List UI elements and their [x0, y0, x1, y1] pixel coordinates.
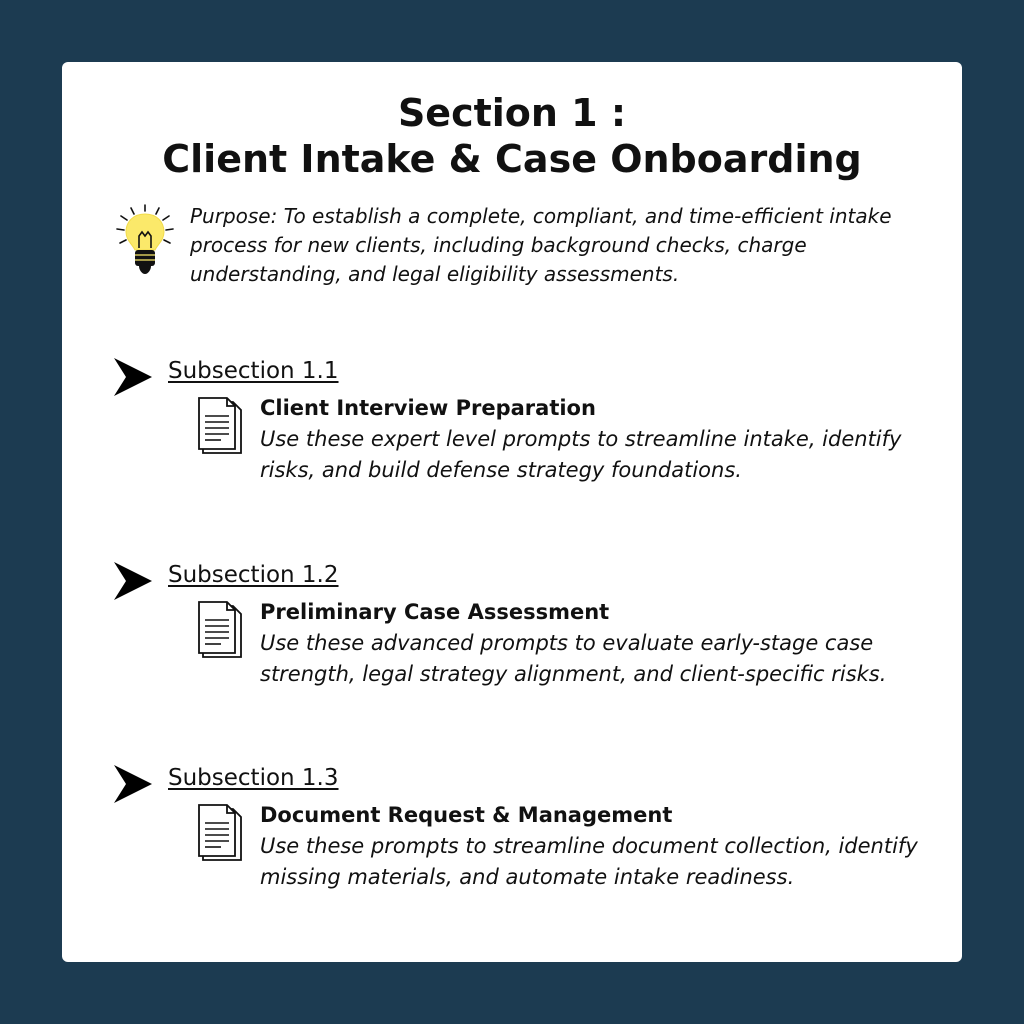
document-icon [196, 396, 244, 456]
document-icon [196, 803, 244, 863]
subsection-description: Use these prompts to streamline document collection, identify missing materials, and automate intake readiness. [260, 834, 918, 889]
arrow-icon [112, 763, 154, 805]
subsection-1-2 [62, 560, 962, 700]
page-title [62, 90, 962, 182]
lightbulb-icon [114, 202, 176, 278]
subsection-description: Use these expert level prompts to streamline intake, identify risks, and build defense strategy foundations. [260, 427, 902, 482]
content-card [62, 62, 962, 962]
subsection-description: Use these advanced prompts to evaluate early-stage case strength, legal strategy alignment, and client-specific risks. [260, 631, 887, 686]
subsection-label: Subsection 1.2 [168, 562, 339, 588]
subsection-1-3 [62, 763, 962, 903]
document-icon [196, 600, 244, 660]
subsection-title: Client Interview Preparation [260, 396, 596, 420]
subsection-1-1 [62, 356, 962, 496]
subsection-label: Subsection 1.3 [168, 765, 339, 791]
arrow-icon [112, 356, 154, 398]
title-line-2: Client Intake & Case Onboarding [162, 137, 862, 181]
title-line-1: Section 1 : [397, 91, 627, 135]
subsection-title: Document Request & Management [260, 803, 673, 827]
subsection-label: Subsection 1.1 [168, 358, 339, 384]
arrow-icon [112, 560, 154, 602]
purpose-text: Purpose: To establish a complete, compliant, and time-efficient intake process for new clients, including background checks, charge understanding, and legal eligibility assessments. [190, 204, 892, 286]
subsection-title: Preliminary Case Assessment [260, 600, 610, 624]
